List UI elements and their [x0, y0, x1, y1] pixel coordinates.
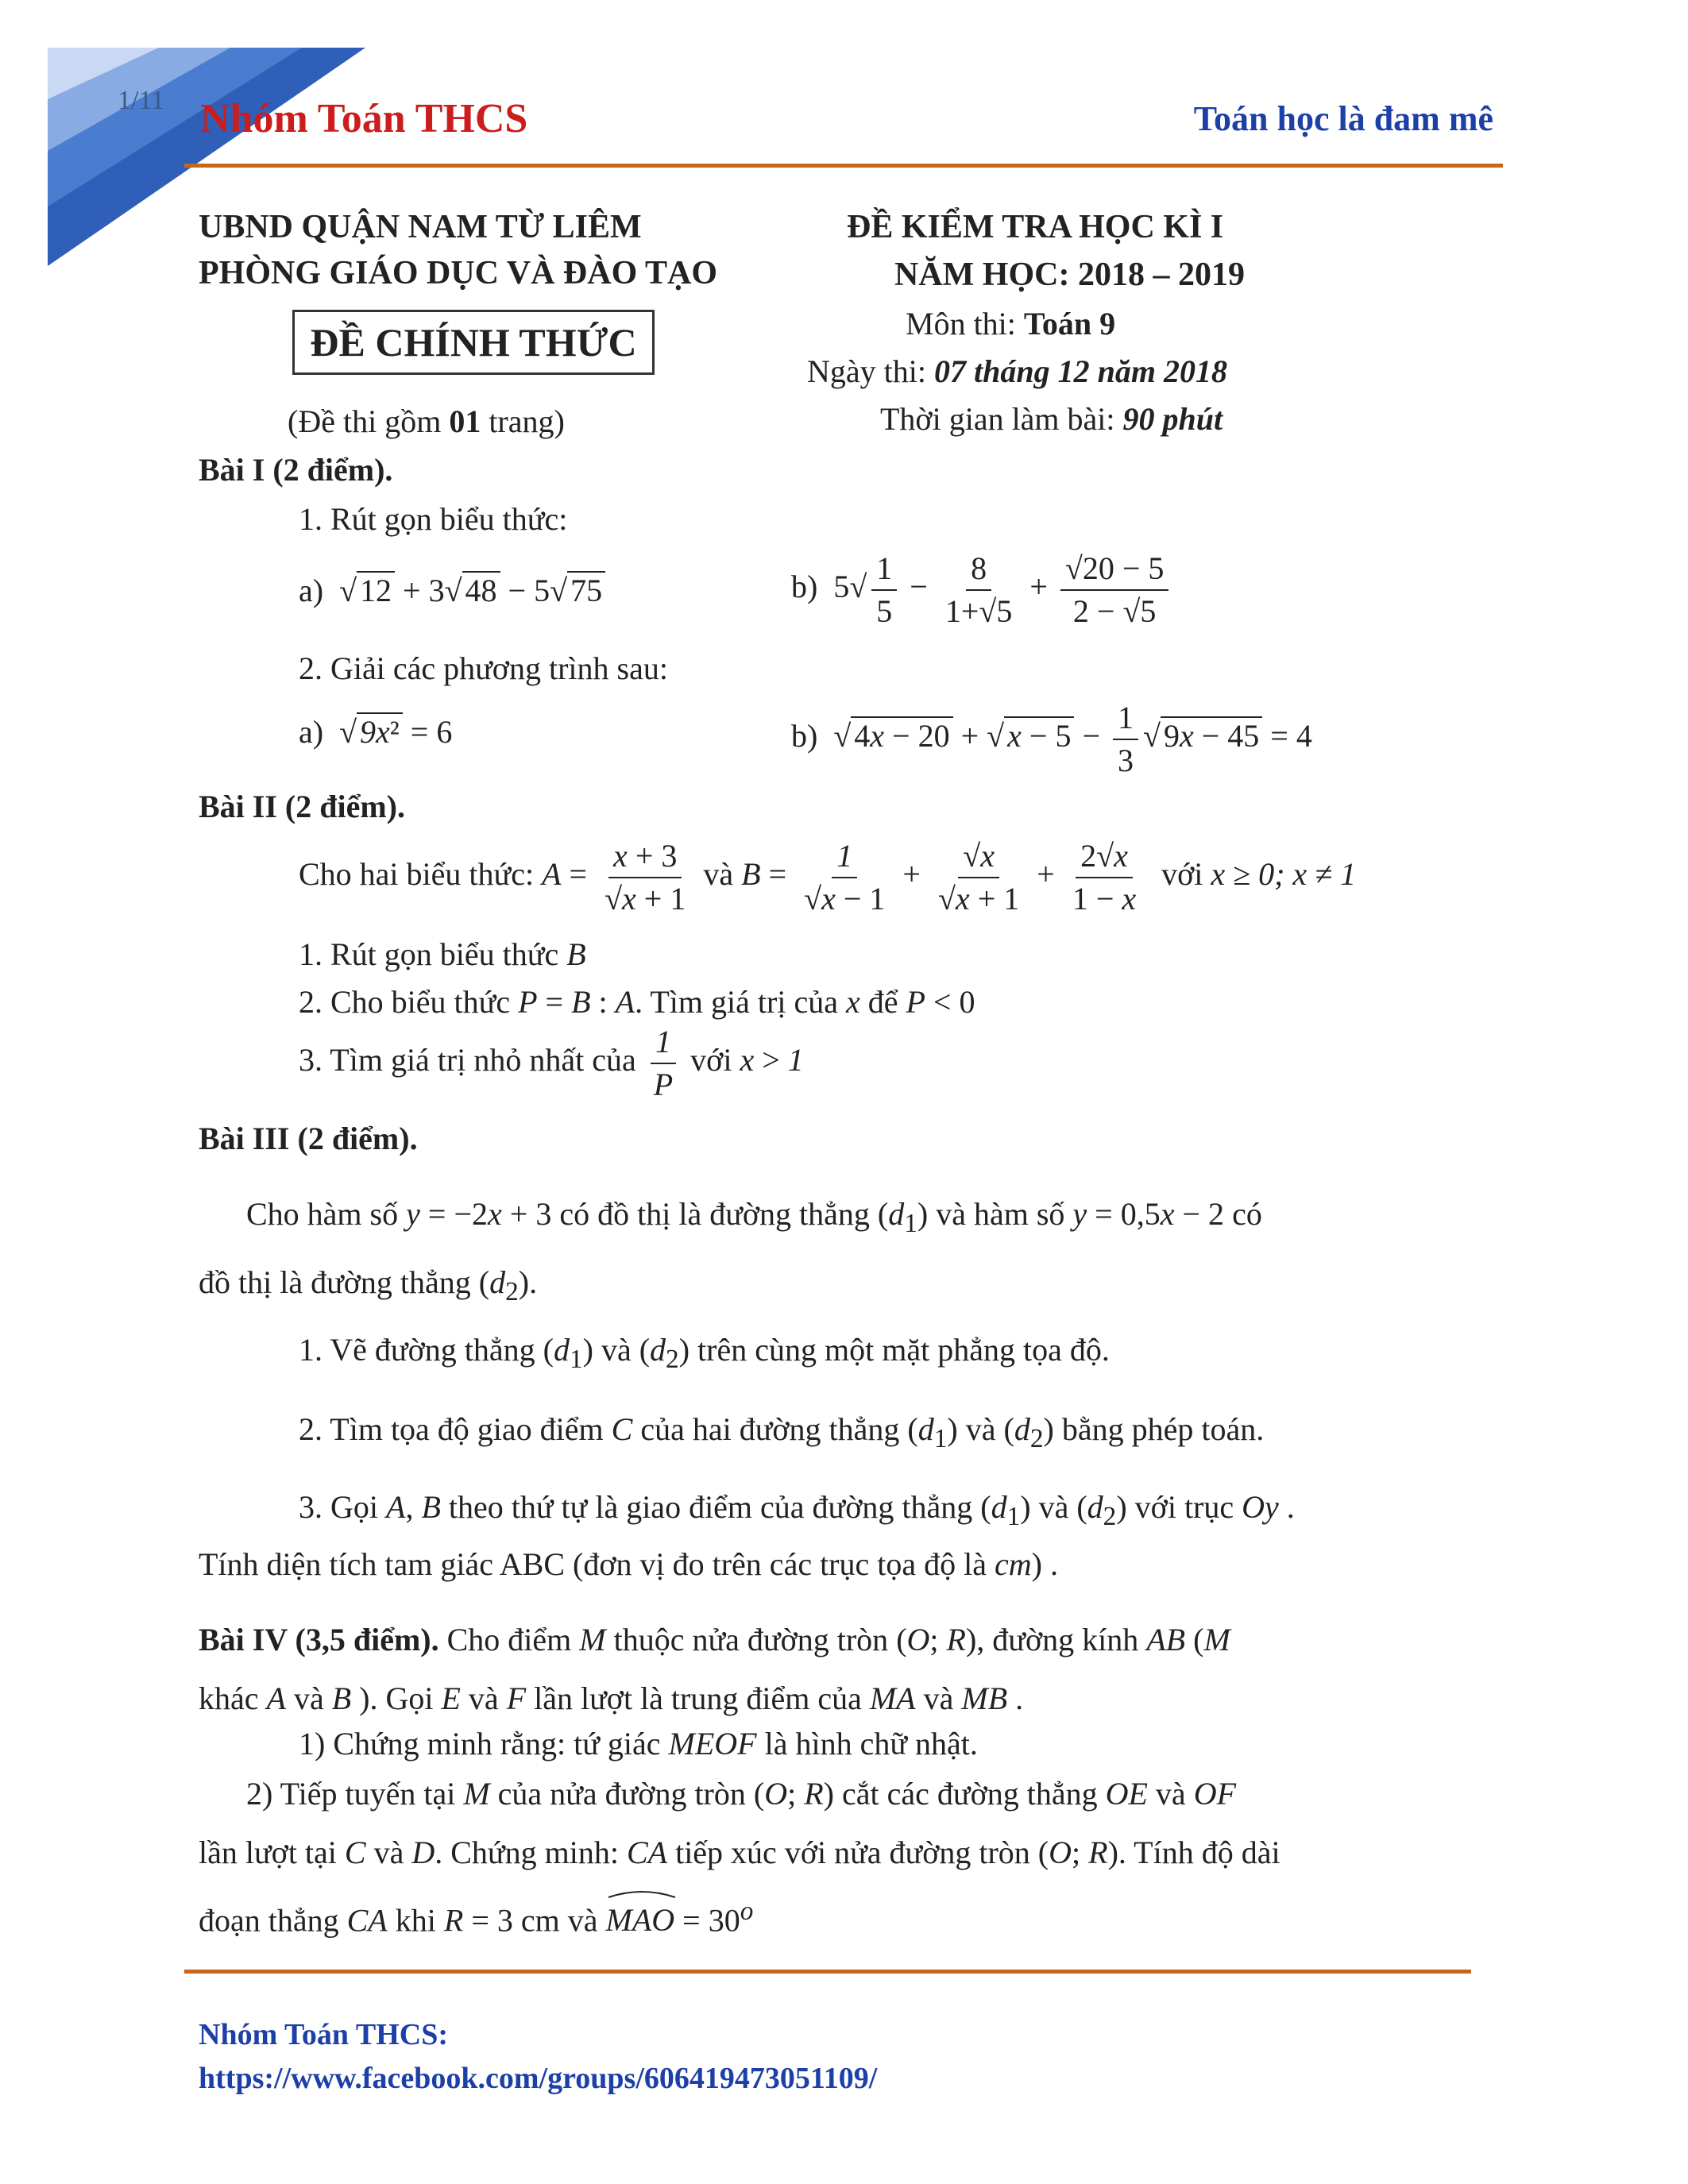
- section-1-q2b: b) √ 4x − 20 + √ x − 5 − $\frac{1}{3}$ √ 9x − 45 = 4: [791, 700, 1312, 778]
- section-2-q2: 2. Cho biểu thức P = B : A. Tìm giá trị của x để P < 0: [299, 984, 975, 1020]
- subject: Toán 9: [1023, 306, 1116, 341]
- section-4-title: Bài IV (3,5 điểm).: [199, 1622, 439, 1657]
- header-divider: [184, 164, 1503, 168]
- page-count-note: (Đề thi gồm 01 trang): [288, 403, 565, 439]
- section-4-q1: 1) Chứng minh rằng: tứ giác MEOF là hình chữ nhật.: [299, 1726, 978, 1761]
- section-3-q2: 2. Tìm tọa độ giao điểm C của hai đường thẳng $(d_1)$ và $(d_2)$ bằng phép toán.: [299, 1411, 1265, 1453]
- domain-condition: x ≥ 0; x ≠ 1: [1211, 856, 1357, 893]
- section-1-q1a: a) √ 12 + 3√ 48 − 5√ 75: [299, 572, 605, 609]
- department-name: PHÒNG GIÁO DỤC VÀ ĐÀO TẠO: [199, 255, 717, 291]
- section-4-intro: Bài IV (3,5 điểm). Cho điểm M thuộc nửa đường tròn (O; R), đường kính AB (M khác A và B ). Gọi E và F lần lượt là trung điểm của MA và MB .: [199, 1622, 1230, 1716]
- exam-title: ĐỀ KIỂM TRA HỌC KÌ I: [847, 209, 1224, 245]
- footer-divider: [184, 1970, 1471, 1974]
- footer-group-link[interactable]: https://www.facebook.com/groups/606419473051109/: [199, 2062, 878, 2095]
- section-1-q2: 2. Giải các phương trình sau:: [299, 650, 668, 686]
- school-year: NĂM HỌC: 2018 – 2019: [894, 257, 1245, 293]
- section-3-q3: 3. Gọi A, B theo thứ tự là giao điểm của đường thẳng $(d_1)$ và $(d_2)$ với trục Oy .: [299, 1489, 1295, 1531]
- date-line: Ngày thi: 07 tháng 12 năm 2018: [807, 353, 1227, 389]
- section-1-q1: 1. Rút gọn biểu thức:: [299, 501, 568, 537]
- duration: 90 phút: [1122, 401, 1223, 437]
- arc-symbol: [606, 1888, 678, 1899]
- group-title: Nhóm Toán THCS: [200, 96, 528, 141]
- footer-group-label: Nhóm Toán THCS:: [199, 2018, 448, 2051]
- page-number: 1/11: [118, 86, 165, 115]
- official-exam-box: [292, 310, 655, 375]
- official-label: ĐỀ CHÍNH THỨC: [310, 320, 637, 365]
- section-3-intro: Cho hàm số y = −2x + 3 có đồ thị là đường thẳng $(d_1)$ và hàm số y = 0,5x − 2 có đồ thị là đường thẳng $(d_2)$.: [199, 1196, 1262, 1306]
- page-count: 01: [449, 403, 481, 439]
- exam-date: 07 tháng 12 năm 2018: [933, 353, 1227, 389]
- section-2-q1: 1. Rút gọn biểu thức B: [299, 936, 586, 972]
- subject-line: Môn thi: Toán 9: [906, 306, 1116, 341]
- section-4-q2: 2) Tiếp tuyến tại M của nửa đường tròn (O; R) cắt các đường thẳng OE và OF lần lượt tại C và D. Chứng minh: CA tiếp xúc với nửa đường tròn (O; R). Tính độ dài đoạn thẳng CA khi R = 3 cm và MAO = $30^o$: [199, 1776, 1280, 1939]
- section-2-q3: 3. Tìm giá trị nhỏ nhất của $\frac{1}{P}$ với x > 1: [299, 1024, 804, 1102]
- duration-line: Thời gian làm bài: 90 phút: [880, 401, 1223, 437]
- section-3-title: Bài III (2 điểm).: [199, 1121, 418, 1156]
- section-1-title: Bài I (2 điểm).: [199, 452, 393, 488]
- motto: Toán học là đam mê: [1193, 99, 1493, 138]
- section-2-title: Bài II (2 điểm).: [199, 789, 405, 824]
- section-3-q1: 1. Vẽ đường thẳng $(d_1)$ và $(d_2)$ trên cùng một mặt phẳng tọa độ.: [299, 1332, 1110, 1374]
- section-1-q1b: b) 5√ $\frac{1}{5}$ − $\frac{8}{1+√5}$ + $\frac{√20 - 5}{2 - √5}$: [791, 551, 1173, 629]
- district-name: UBND QUẬN NAM TỪ LIÊM: [199, 209, 642, 245]
- section-2-intro: Cho hai biểu thức: A = $\frac{x + 3}{√x + 1}$ và B = $\frac{1}{√x - 1}$ + $\frac{√x}{√x + 1}$ + $\frac{2√x}{1 - x}$ với x ≥ 0; x ≠ 1: [299, 838, 1357, 916]
- section-1-q2a: a) √ 9x² = 6: [299, 714, 453, 750]
- section-3-q3-line2: Tính diện tích tam giác ABC (đơn vị đo trên các trục tọa độ là cm) .: [199, 1546, 1058, 1582]
